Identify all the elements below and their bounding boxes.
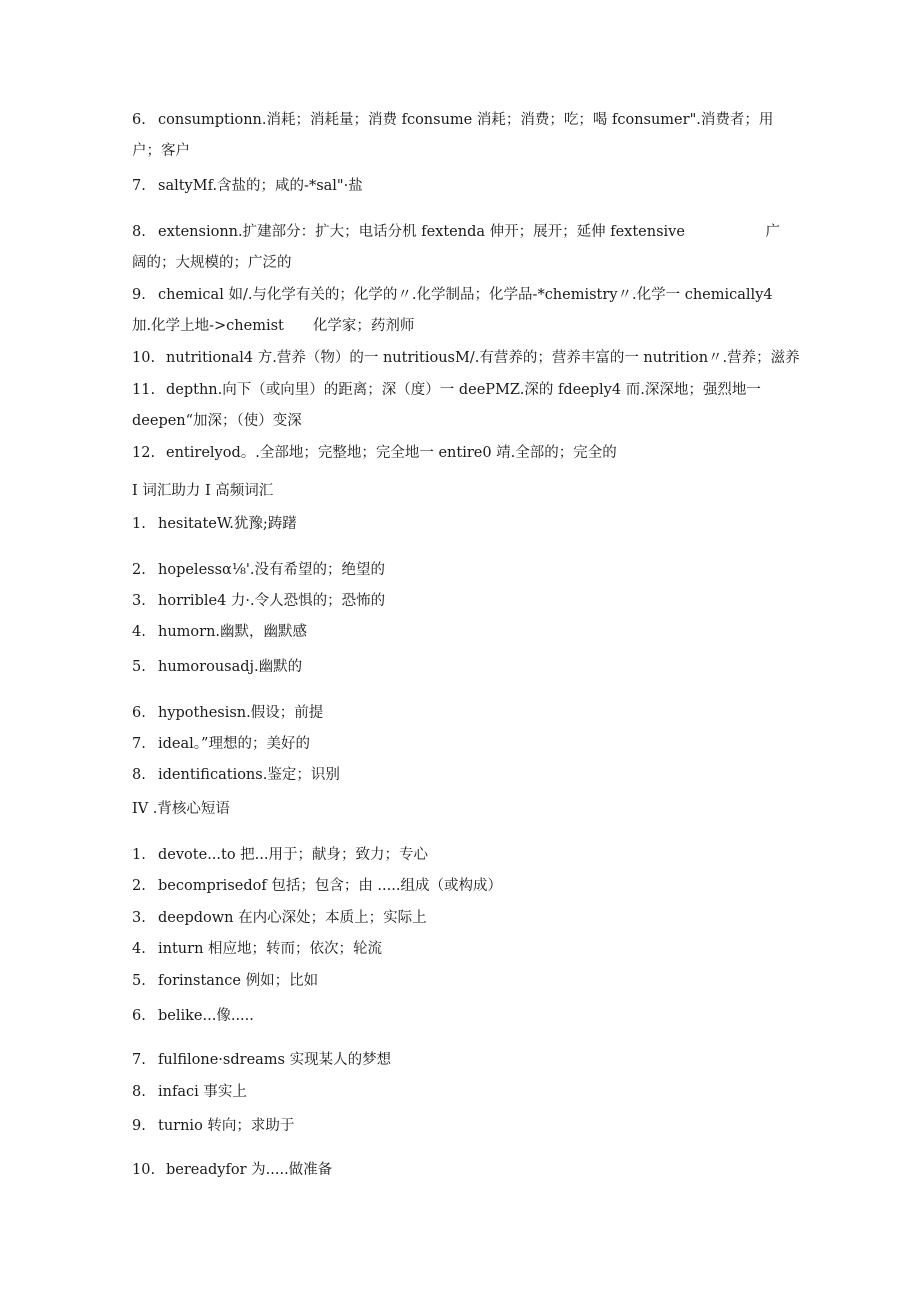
phrase-item-6: 6. belike...像..... bbox=[132, 1008, 254, 1024]
phrase-item-5: 5. forinstance 例如；比如 bbox=[132, 973, 319, 989]
phrase-item-10: 10. bereadyfor 为.....做准备 bbox=[132, 1162, 333, 1178]
high-freq-item-7: 7. ideal。”理想的；美好的 bbox=[132, 736, 310, 752]
high-freq-item-1: 1. hesitateW.犹豫;踌躇 bbox=[132, 516, 297, 532]
vocab-item-12: 12. entirelyod。.全部地；完整地；完全地一 entire0 靖.全部的；完全的 bbox=[132, 445, 617, 461]
vocab-item-10: 10. nutritional4 方.营养（物）的一 nutritiousM/.有营养的；营养丰富的一 nutrition〃.营养；滋养 bbox=[132, 350, 800, 366]
phrase-item-1: 1. devote...to 把...用于；献身；致力；专心 bbox=[132, 847, 429, 863]
phrase-item-9: 9. turnio 转向；求助于 bbox=[132, 1118, 295, 1134]
vocab-item-8-continued: 阔的；大规模的；广泛的 bbox=[132, 255, 292, 271]
vocab-item-6: 6. consumptionn.消耗；消耗量；消费 fconsume 消耗；消费；吃；喝 fconsumer".消费者；用户；客户 bbox=[132, 112, 774, 159]
phrase-item-3: 3. deepdown 在内心深处；本质上；实际上 bbox=[132, 910, 427, 926]
vocab-item-9-continued: 加.化学上地->chemist 化学家；药剂师 bbox=[132, 318, 415, 334]
vocab-item-9: 9. chemical 如/.与化学有关的；化学的〃.化学制品；化学品-*chemistry〃.化学一 chemically4 bbox=[132, 287, 773, 303]
phrase-item-7: 7. fulfilone·sdreams 实现某人的梦想 bbox=[132, 1052, 392, 1068]
high-freq-item-2: 2. hopelessα⅛'.没有希望的；绝望的 bbox=[132, 562, 385, 578]
high-freq-item-5: 5. humorousadj.幽默的 bbox=[132, 659, 303, 675]
high-freq-item-6: 6. hypothesisn.假设；前提 bbox=[132, 705, 324, 721]
high-freq-item-3: 3. horrible4 力·.令人恐惧的；恐怖的 bbox=[132, 593, 386, 609]
vocab-item-8: 8. extensionn.扩建部分：扩大；电话分机 fextenda 伸开；展开；延伸 fextensive 广 bbox=[132, 224, 780, 240]
section-heading-high-frequency: I 词汇助力 I 高频词汇 bbox=[132, 483, 274, 499]
vocab-item-7: 7. saltyMf.含盐的；咸的-*sal"·盐 bbox=[132, 178, 363, 194]
phrase-item-4: 4. inturn 相应地；转而；依次；轮流 bbox=[132, 941, 383, 957]
high-freq-item-4: 4. humorn.幽默，幽默感 bbox=[132, 624, 308, 640]
phrase-item-8: 8. infaci 事实上 bbox=[132, 1084, 247, 1100]
phrase-item-2: 2. becomprisedof 包括；包含；由 .....组成（或构成） bbox=[132, 878, 502, 894]
section-heading-core-phrases: IV .背核心短语 bbox=[132, 801, 230, 817]
high-freq-item-8: 8. identifications.鉴定；识别 bbox=[132, 767, 340, 783]
vocab-item-11-continued: deepen“加深；（使）变深 bbox=[132, 413, 302, 429]
vocab-item-11: 11. depthn.向下（或向里）的距离；深（度）一 deePMZ.深的 fdeeply4 而.深深地；强烈地一 bbox=[132, 382, 761, 398]
